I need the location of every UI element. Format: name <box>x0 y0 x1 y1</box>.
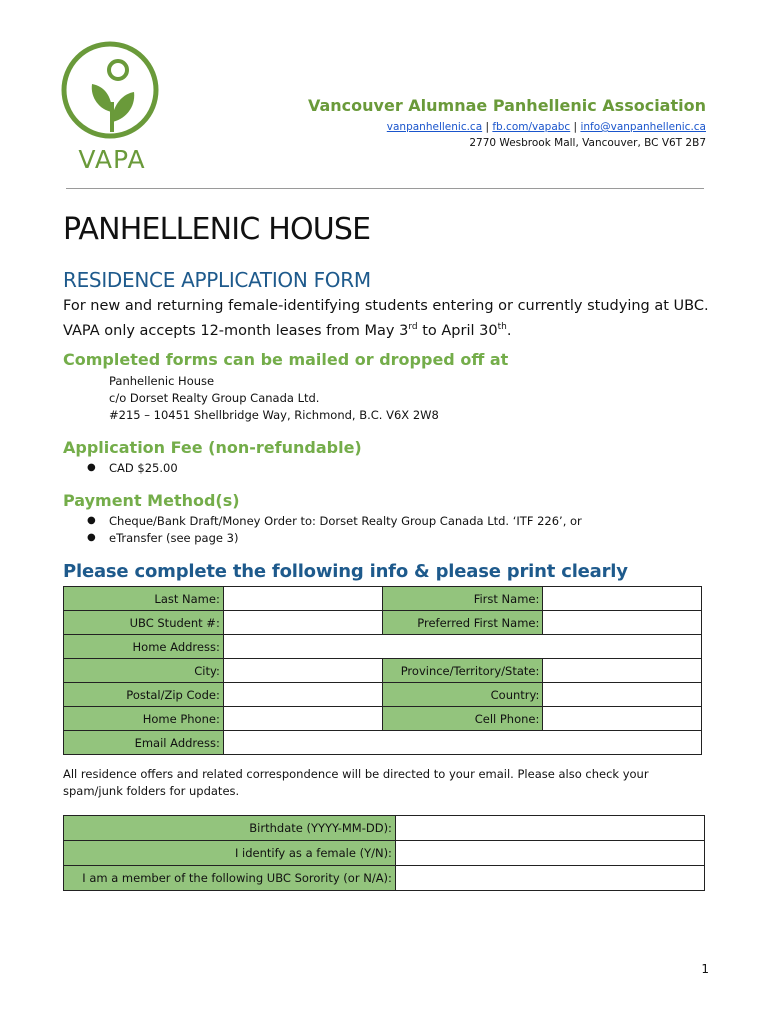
home-phone-field[interactable] <box>223 707 383 731</box>
facebook-link[interactable]: fb.com/vapabc <box>492 121 571 133</box>
intro-text <box>63 296 709 342</box>
email-link[interactable]: info@vanpanhellenic.ca <box>580 121 706 133</box>
postal-code-label: Postal/Zip Code: <box>64 683 224 707</box>
student-number-field[interactable] <box>223 611 383 635</box>
mail-line-3: #215 – 10451 Shellbridge Way, Richmond, B.C. V6X 2W8 <box>109 408 439 422</box>
email-field[interactable] <box>223 731 701 755</box>
sorority-label: I am a member of the following UBC Sorority (or N/A): <box>64 866 396 891</box>
contact-links <box>387 121 706 133</box>
table-row <box>64 635 702 659</box>
mail-heading: Completed forms can be mailed or dropped off at <box>63 350 509 369</box>
table-row <box>64 587 702 611</box>
table-row <box>64 683 702 707</box>
email-label: Email Address: <box>64 731 224 755</box>
mail-line-2: c/o Dorset Realty Group Canada Ltd. <box>109 391 320 405</box>
personal-info-table <box>63 815 705 891</box>
payment-bullet-2: ● eTransfer (see page 3) <box>87 531 239 545</box>
preferred-name-field[interactable] <box>543 611 702 635</box>
province-label: Province/Territory/State: <box>383 659 543 683</box>
table-row <box>64 659 702 683</box>
fee-heading: Application Fee (non-refundable) <box>63 438 362 457</box>
payment-bullet-1: ● Cheque/Bank Draft/Money Order to: Dorset Realty Group Canada Ltd. ‘ITF 226’, or <box>87 514 582 528</box>
table-row <box>64 707 702 731</box>
city-field[interactable] <box>223 659 383 683</box>
table-row <box>64 611 702 635</box>
intro-line-1: For new and returning female-identifying students entering or currently studying at UBC. <box>63 298 709 314</box>
city-label: City: <box>64 659 224 683</box>
page-subtitle: RESIDENCE APPLICATION FORM <box>63 268 371 292</box>
website-link[interactable]: vanpanhellenic.ca <box>386 121 483 133</box>
table-row <box>64 816 705 841</box>
table-row <box>64 731 702 755</box>
province-field[interactable] <box>543 659 702 683</box>
last-name-field[interactable] <box>223 587 383 611</box>
payment-heading: Payment Method(s) <box>63 491 240 510</box>
table-row <box>64 841 705 866</box>
fee-bullet: ● CAD $25.00 <box>87 461 178 475</box>
email-note: All residence offers and related correspondence will be directed to your email. Please also check your spam/junk folders for updates. <box>63 767 649 798</box>
header-divider <box>66 188 704 189</box>
student-number-label: UBC Student #: <box>64 611 224 635</box>
identify-female-field[interactable] <box>395 841 704 866</box>
home-address-field[interactable] <box>223 635 701 659</box>
sorority-field[interactable] <box>395 866 704 891</box>
birthdate-field[interactable] <box>395 816 704 841</box>
country-field[interactable] <box>543 683 702 707</box>
mail-line-1: Panhellenic House <box>109 374 215 388</box>
last-name-label: Last Name: <box>64 587 224 611</box>
link-separator: | <box>570 121 581 133</box>
cell-phone-label: Cell Phone: <box>383 707 543 731</box>
home-phone-label: Home Phone: <box>64 707 224 731</box>
first-name-label: First Name: <box>383 587 543 611</box>
page-number: 1 <box>701 962 709 976</box>
org-address: 2770 Wesbrook Mall, Vancouver, BC V6T 2B7 <box>469 137 706 149</box>
applicant-info-table <box>63 586 702 755</box>
home-address-label: Home Address: <box>64 635 224 659</box>
bullet-icon: ● <box>87 462 96 473</box>
postal-code-field[interactable] <box>223 683 383 707</box>
bullet-icon: ● <box>87 515 96 526</box>
info-heading: Please complete the following info & please print clearly <box>63 561 628 582</box>
org-name: Vancouver Alumnae Panhellenic Association <box>307 96 706 115</box>
first-name-field[interactable] <box>543 587 702 611</box>
country-label: Country: <box>383 683 543 707</box>
table-row <box>64 866 705 891</box>
preferred-name-label: Preferred First Name: <box>383 611 543 635</box>
link-separator: | <box>482 121 493 133</box>
cell-phone-field[interactable] <box>543 707 702 731</box>
bullet-icon: ● <box>87 532 96 543</box>
birthdate-label: Birthdate (YYYY-MM-DD): <box>64 816 396 841</box>
vapa-logo <box>60 40 164 172</box>
page-title: PANHELLENIC HOUSE <box>63 212 371 247</box>
logo-text: VAPA <box>78 145 146 172</box>
identify-female-label: I identify as a female (Y/N): <box>64 841 396 866</box>
intro-line-2: VAPA only accepts 12-month leases from May 3rd to April 30th. <box>63 322 512 339</box>
